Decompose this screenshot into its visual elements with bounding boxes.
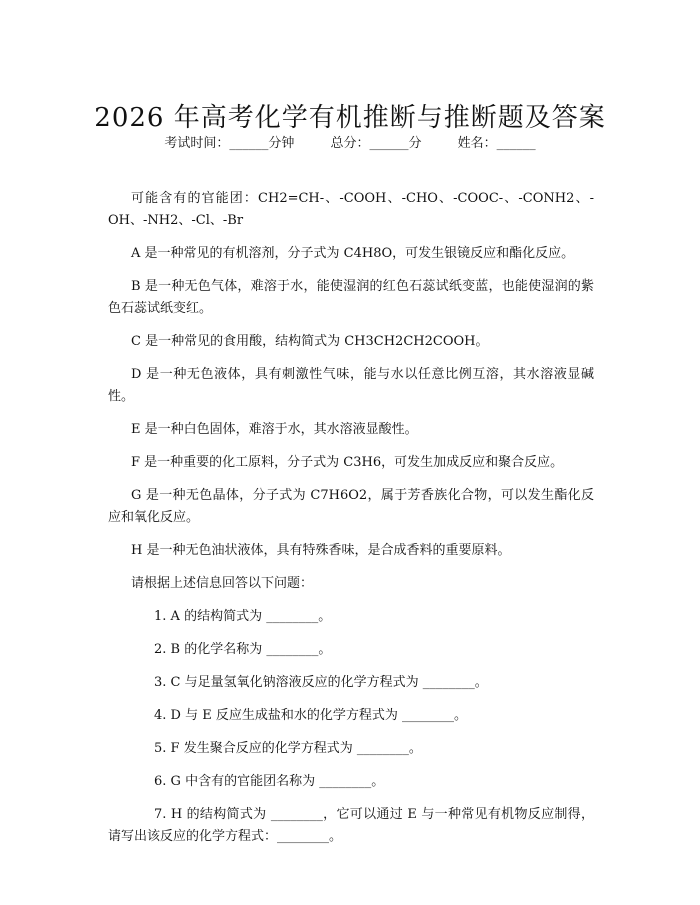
question-5 [108,738,594,760]
question-text: G 中含有的官能团名称为 ________。 [170,774,385,789]
question-6 [108,771,594,793]
clue-f: F 是一种重要的化工原料，分子式为 C3H6，可发生加成反应和聚合反应。 [131,455,564,470]
student-name-field: 姓名：______ [457,136,536,151]
question-number: 4. [154,708,167,723]
clue-c: C 是一种常见的食用酸，结构简式为 CH3CH2CH2COOH。 [131,334,489,349]
question-text: D 与 E 反应生成盐和水的化学方程式为 ________。 [170,708,467,723]
question-1 [108,606,594,628]
question-prompt: 请根据上述信息回答以下问题： [131,576,314,591]
question-number: 2. [154,642,167,657]
exam-info-line [0,132,700,151]
question-number: 6. [154,774,167,789]
question-text: C 与足量氢氧化钠溶液反应的化学方程式为 ________。 [170,675,488,690]
page-title: 2026 年高考化学有机推断与推断题及答案 [94,103,606,134]
clue-b: B 是一种无色气体，难溶于水，能使湿润的红色石蕊试纸变蓝，也能使湿润的紫色石蕊试纸变红。 [108,279,594,316]
question-text: H 的结构简式为 ________，它可以通过 E 与一种常见有机物反应制得，请写出该反应的化学方程式：________。 [108,807,594,844]
question-text: A 的结构简式为 ________。 [170,609,332,624]
clue-a: A 是一种常见的有机溶剂，分子式为 C4H8O，可发生银镜反应和酯化反应。 [131,246,575,261]
question-2 [108,639,594,661]
clue-g: G 是一种无色晶体，分子式为 C7H6O2，属于芳香族化合物，可以发生酯化反应和氧化反应。 [108,488,594,525]
exam-content [108,188,594,859]
question-text: B 的化学名称为 ________。 [170,642,332,657]
question-7 [108,804,594,848]
exam-time-field: 考试时间：______分钟 [164,136,295,151]
question-number: 1. [154,609,167,624]
question-3 [108,672,594,694]
clue-e: E 是一种白色固体，难溶于水，其水溶液显酸性。 [131,422,418,437]
functional-groups-intro: 可能含有的官能团：CH2=CH-、-COOH、-CHO、-COOC-、-CONH2、-OH、-NH2、-Cl、-Br [108,191,594,228]
clue-h: H 是一种无色油状液体，具有特殊香味，是合成香料的重要原料。 [131,543,511,558]
clue-d: D 是一种无色液体，具有刺激性气味，能与水以任意比例互溶，其水溶液显碱性。 [108,367,594,404]
question-text: F 发生聚合反应的化学方程式为 ________。 [170,741,422,756]
question-number: 7. [154,807,167,822]
question-number: 5. [154,741,167,756]
question-4 [108,705,594,727]
question-number: 3. [154,675,167,690]
total-score-field: 总分：______分 [330,136,422,151]
